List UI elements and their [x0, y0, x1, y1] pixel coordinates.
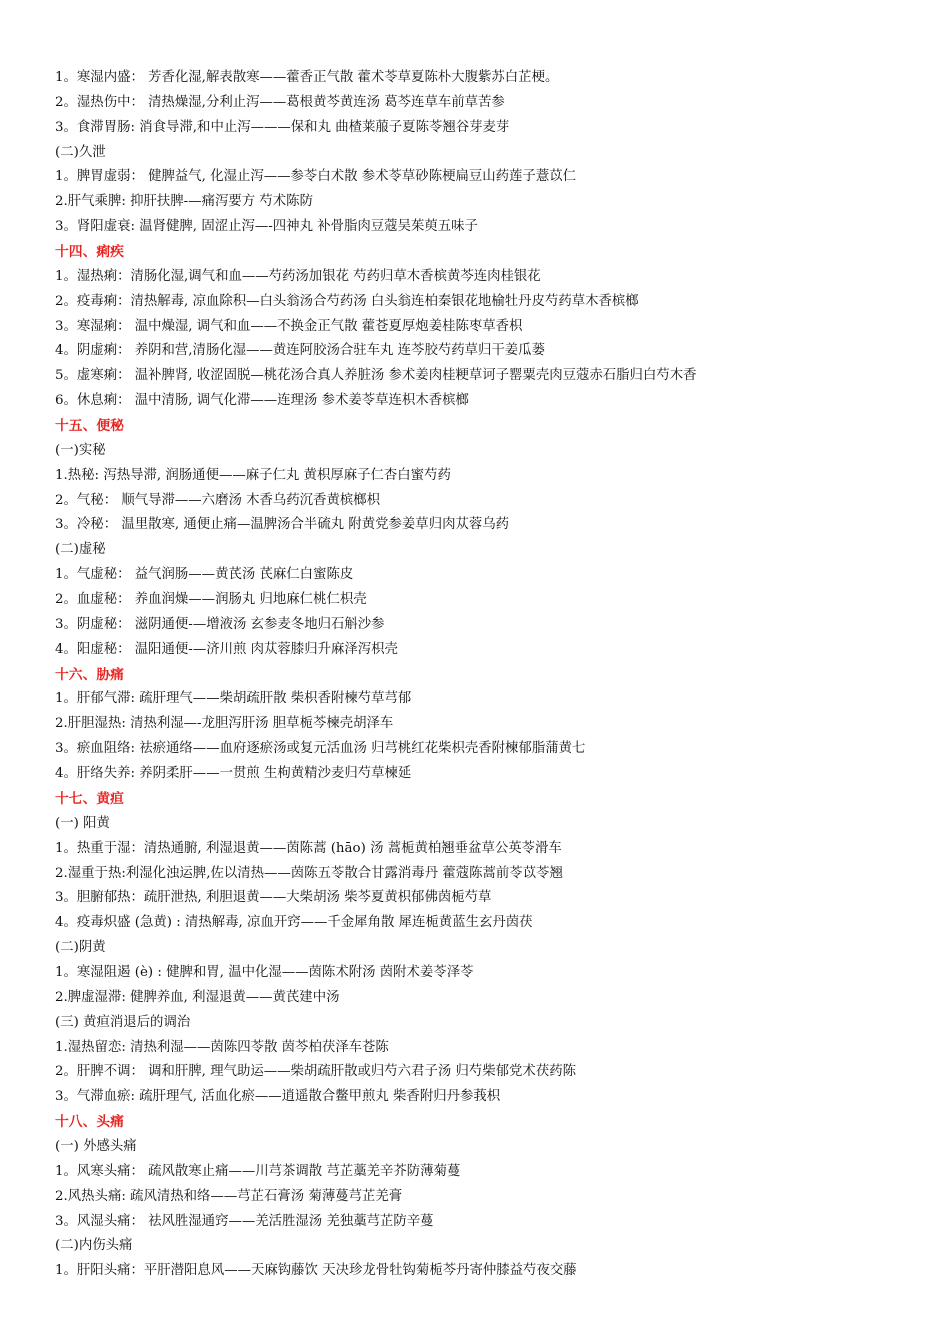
- text-line: 2。疫毒痢：清热解毒, 凉血除积—白头翁汤合芍药汤 白头翁连柏秦银花地榆牡丹皮芍药草木香槟榔: [55, 293, 639, 309]
- text-line: 3。胆腑郁热：疏肝泄热, 利胆退黄——大柴胡汤 柴芩夏黄枳郁佛茵栀芍草: [55, 890, 492, 906]
- text-line: 2。血虚秘： 养血润燥——润肠丸 归地麻仁桃仁枳壳: [55, 592, 367, 608]
- text-line: 3。肾阳虚衰: 温肾健脾, 固涩止泻—-四神丸 补骨脂肉豆蔻吴茱萸五味子: [55, 219, 478, 235]
- text-line: 3。冷秘： 温里散寒, 通便止痛—温脾汤合半硫丸 附黄党参姜草归肉苁蓉乌药: [55, 517, 510, 533]
- text-line: (二)虚秘: [55, 542, 106, 558]
- text-line: 1。寒湿内盛： 芳香化湿,解表散寒——藿香正气散 藿术苓草夏陈朴大腹紫苏白芷梗。: [55, 70, 559, 85]
- text-line: 4。肝络失养: 养阴柔肝——一贯煎 生枸黄精沙麦归芍草楝延: [55, 766, 412, 782]
- section-heading: 十四、痢疾: [55, 244, 124, 261]
- text-line: 1。寒湿阻遏 (è) : 健脾和胃, 温中化湿——茵陈术附汤 茵附术姜苓泽苓: [55, 964, 474, 980]
- section-heading: 十五、便秘: [55, 418, 124, 435]
- text-line: 2.湿重于热:利湿化浊运脾,佐以清热——茵陈五苓散合甘露消毒丹 藿蔻陈蒿前苓苡苓翘: [55, 865, 563, 881]
- text-line: 2。肝脾不调： 调和肝脾, 理气助运——柴胡疏肝散或归芍六君子汤 归芍柴郁党术茯药陈: [55, 1064, 576, 1080]
- text-line: 2.肝胆湿热: 清热利湿—-龙胆泻肝汤 胆草栀芩楝壳胡泽车: [55, 716, 394, 732]
- text-line: (二)久泄: [55, 144, 106, 160]
- text-line: 3。气滞血瘀: 疏肝理气, 活血化瘀——逍遥散合鳖甲煎丸 柴香附归丹参莪枳: [55, 1089, 501, 1105]
- text-line: 1。肝阳头痛：平肝潜阳息风——天麻钩藤饮 天决珍龙骨牡钩菊栀芩丹寄仲膝益芍夜交藤: [55, 1263, 577, 1279]
- section-heading: 十八、头痛: [55, 1114, 124, 1131]
- text-line: 2.肝气乘脾: 抑肝扶脾-—痛泻要方 芍术陈防: [55, 194, 313, 210]
- text-line: (一) 外感头痛: [55, 1138, 137, 1154]
- text-line: (二)阴黄: [55, 940, 106, 956]
- text-line: 1。脾胃虚弱： 健脾益气, 化湿止泻——参苓白术散 参术苓草砂陈梗扁豆山药莲子薏苡仁: [55, 169, 576, 185]
- text-line: 4。阴虚痢： 养阴和营,清肠化湿——黄连阿胶汤合驻车丸 连芩胶芍药草归干姜瓜蒌: [55, 343, 545, 359]
- section-heading: 十七、黄疸: [55, 790, 124, 807]
- text-line: (一) 阳黄: [55, 815, 110, 831]
- text-line: (一)实秘: [55, 442, 106, 458]
- text-line: 2。气秘： 顺气导滞——六磨汤 木香乌药沉香黄槟榔枳: [55, 492, 381, 508]
- text-line: 1。气虚秘： 益气润肠——黄芪汤 芪麻仁白蜜陈皮: [55, 567, 354, 583]
- text-line: 3。食滞胃肠: 消食导滞,和中止泻———保和丸 曲楂莱菔子夏陈苓翘谷芽麦芽: [55, 119, 510, 135]
- text-line: 1。肝郁气滞: 疏肝理气——柴胡疏肝散 柴枳香附楝芍草芎郁: [55, 691, 412, 707]
- text-line: 4。疫毒炽盛 (急黄) : 清热解毒, 凉血开窍——千金犀角散 犀连栀黄蓝生玄丹茵茯: [55, 915, 533, 931]
- text-line: 2.脾虚湿滞: 健脾养血, 利湿退黄——黄芪建中汤: [55, 989, 340, 1005]
- text-line: (三) 黄疸消退后的调治: [55, 1014, 191, 1030]
- text-line: 3。风湿头痛： 祛风胜湿通窍——羌活胜湿汤 羌独藁芎芷防辛蔓: [55, 1213, 434, 1229]
- text-line: 1.湿热留恋: 清热利湿——茵陈四苓散 茵芩柏茯泽车苍陈: [55, 1039, 389, 1055]
- text-line: 2.风热头痛: 疏风清热和络——芎芷石膏汤 菊薄蔓芎芷羌膏: [55, 1188, 403, 1204]
- section-heading: 十六、胁痛: [55, 666, 124, 683]
- text-line: 1。热重于湿：清热通腑, 利湿退黄——茵陈蒿 (hāo) 汤 蒿栀黄柏翘垂盆草公英苓滑车: [55, 840, 562, 856]
- text-line: 4。阳虚秘： 温阳通便-—济川煎 肉苁蓉膝归升麻泽泻枳壳: [55, 641, 398, 657]
- text-line: 3。阴虚秘： 滋阴通便-—增液汤 玄参麦冬地归石斛沙参: [55, 616, 385, 632]
- text-line: 3。寒湿痢： 温中燥湿, 调气和血——不换金正气散 藿苍夏厚炮姜桂陈枣草香枳: [55, 318, 523, 334]
- text-line: (二)内伤头痛: [55, 1238, 133, 1254]
- text-line: 1。湿热痢：清肠化湿,调气和血——芍药汤加银花 芍药归草木香槟黄芩连肉桂银花: [55, 268, 541, 284]
- text-line: 3。瘀血阻络: 祛瘀通络——血府逐瘀汤或复元活血汤 归芎桃红花柴枳壳香附楝郁脂蒲黄七: [55, 741, 586, 757]
- text-line: 6。休息痢： 温中清肠, 调气化滞——连理汤 参术姜苓草连枳木香槟榔: [55, 393, 469, 409]
- text-line: 1.热秘: 泻热导滞, 润肠通便——麻子仁丸 黄枳厚麻子仁杏白蜜芍药: [55, 467, 451, 483]
- text-line: 1。风寒头痛： 疏风散寒止痛——川芎茶调散 芎芷藁羌辛芥防薄菊蔓: [55, 1163, 461, 1179]
- text-line: 2。湿热伤中： 清热燥湿,分利止泻——葛根黄芩黄连汤 葛芩连草车前草苦参: [55, 94, 505, 110]
- text-line: 5。虚寒痢： 温补脾肾, 收涩固脱—桃花汤合真人养脏汤 参术姜肉桂粳草诃子罂粟壳肉豆蔻赤石脂归白芍木香: [55, 368, 697, 384]
